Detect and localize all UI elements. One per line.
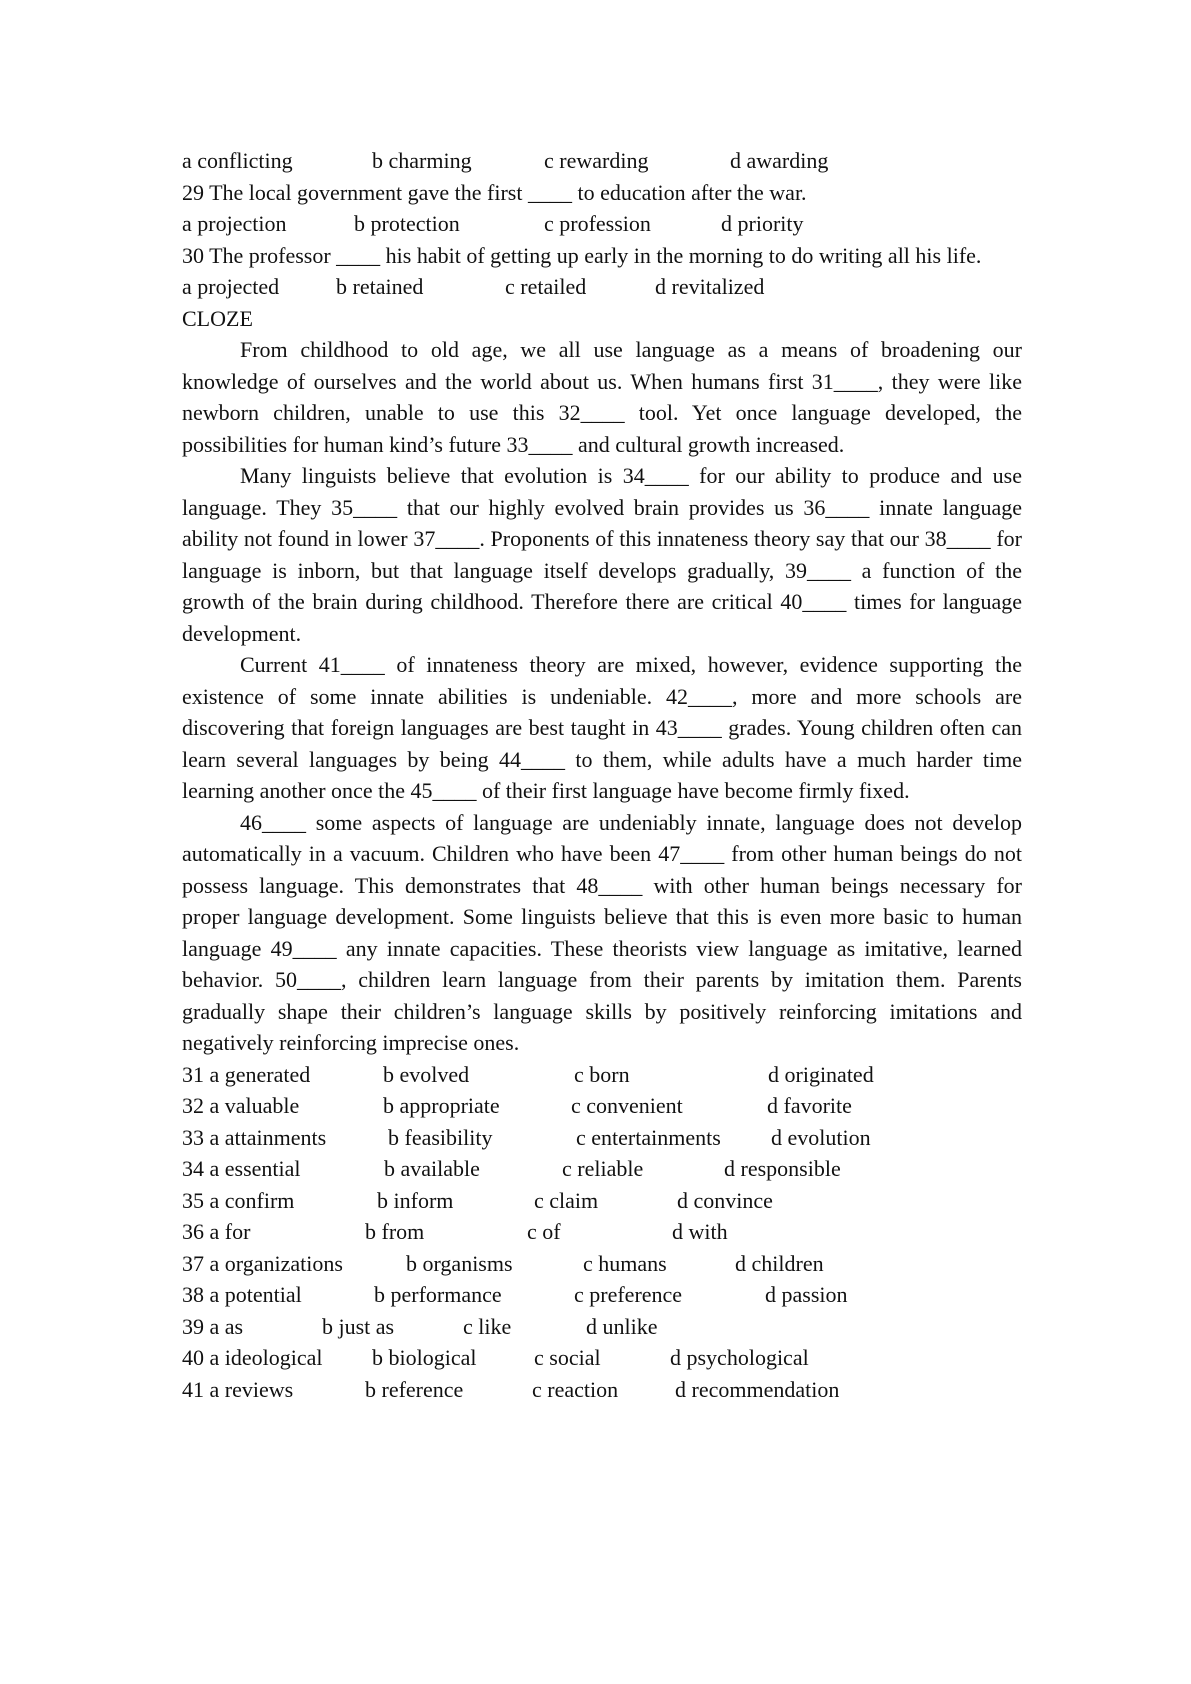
answer-39-option-b: b just as (322, 1313, 395, 1339)
answer-37-option-b: b organisms (406, 1250, 513, 1276)
page-content (182, 145, 1022, 1405)
answer-row-35 (182, 1185, 1022, 1217)
answer-35-option-d: d convince (677, 1187, 773, 1213)
answer-32-option-d: d favorite (767, 1093, 852, 1118)
answer-row-33 (182, 1122, 1022, 1154)
cloze-paragraph-4: 46____ some aspects of language are undeniably innate, language does not develop automatically in a vacuum. Children who have been 47____ from other human beings do not possess language. This demonstrates that 48____ with other human beings necessary for proper language development. Some linguists believe that this is even more basic to human language 49____ any innate capacities. These theorists view language as imitative, learned behavior. 50____, children learn language from their parents by imitation them. Parents gradually shape their children’s language skills by positively reinforcing imitations and negatively reinforcing imprecise ones. (182, 809, 1022, 1055)
cloze-paragraph-1: From childhood to old age, we all use language as a means of broadening our knowledge of ourselves and the world about us. When humans first 31____, they were like newborn children, unable to use this 32____ tool. Yet once language developed, the possibilities for human kind’s future 33____ and cultural growth increased. (182, 337, 1022, 457)
q30-options (182, 271, 1022, 303)
cloze-heading: CLOZE (182, 305, 253, 331)
answer-row-40 (182, 1342, 1022, 1374)
answer-row-41 (182, 1374, 1022, 1406)
answer-39-option-c: c like (463, 1313, 512, 1339)
q29-option-a: a projection (182, 211, 287, 236)
answer-33-option-c: c entertainments (576, 1124, 721, 1150)
answer-34-option-b: b available (384, 1156, 480, 1181)
answer-33-option-d: d evolution (771, 1124, 871, 1150)
answer-33-option-b: b feasibility (388, 1124, 493, 1150)
answer-40-option-d: d psychological (670, 1345, 809, 1370)
cloze-paragraph-3: Current 41____ of innateness theory are mixed, however, evidence supporting the existence of some innate abilities is undeniable. 42____, more and more schools are discovering that foreign languages are best taught in 43____ grades. Young children often can learn several languages by being 44____ to them, while adults have a much harder time learning another once the 45____ of their first language have become firmly fixed. (182, 652, 1022, 803)
answer-36-option-b: b from (365, 1219, 425, 1244)
q29-option-d: d priority (721, 211, 804, 236)
q30-option-c: c retailed (505, 274, 587, 299)
answer-38-option-b: b performance (374, 1282, 502, 1307)
q30-option-d: d revitalized (655, 274, 765, 299)
answer-35-option-a: 35 a confirm (182, 1187, 295, 1213)
answer-41-option-b: b reference (365, 1376, 464, 1402)
answer-32-option-b: b appropriate (383, 1093, 500, 1118)
q28-option-b: b charming (372, 148, 472, 173)
answer-31-option-c: c born (574, 1061, 630, 1087)
answer-34-option-c: c reliable (562, 1156, 644, 1181)
q30-option-b: b retained (336, 274, 424, 299)
answer-37-option-d: d children (735, 1250, 824, 1276)
q30-question: 30 The professor ____ his habit of getting up early in the morning to do writing all his life. (182, 242, 982, 268)
answer-34-option-d: d responsible (724, 1156, 841, 1181)
q29-option-b: b protection (354, 211, 460, 236)
answer-row-38 (182, 1279, 1022, 1311)
answer-38-option-d: d passion (765, 1282, 848, 1307)
q28-options (182, 145, 1022, 177)
answer-33-option-a: 33 a attainments (182, 1124, 327, 1150)
answer-40-option-a: 40 a ideological (182, 1345, 323, 1370)
answer-37-option-c: c humans (583, 1250, 667, 1276)
answer-36-option-c: c of (527, 1219, 561, 1244)
q29-option-c: c profession (544, 211, 651, 236)
q28-option-c: c rewarding (544, 148, 649, 173)
answer-row-32 (182, 1090, 1022, 1122)
answer-32-option-c: c convenient (571, 1093, 683, 1118)
answer-row-39 (182, 1311, 1022, 1343)
answer-40-option-b: b biological (372, 1345, 477, 1370)
answer-39-option-d: d unlike (586, 1313, 658, 1339)
answer-41-option-a: 41 a reviews (182, 1376, 294, 1402)
answer-39-option-a: 39 a as (182, 1313, 244, 1339)
q28-option-a: a conflicting (182, 148, 293, 173)
answer-31-option-d: d originated (768, 1061, 874, 1087)
answer-38-option-a: 38 a potential (182, 1282, 302, 1307)
q29-question: 29 The local government gave the first ____ to education after the war. (182, 179, 807, 205)
answer-34-option-a: 34 a essential (182, 1156, 301, 1181)
answer-row-36 (182, 1216, 1022, 1248)
q29-options (182, 208, 1022, 240)
answer-35-option-b: b inform (377, 1187, 454, 1213)
answer-41-option-c: c reaction (532, 1376, 619, 1402)
q30-option-a: a projected (182, 274, 280, 299)
cloze-paragraph-2: Many linguists believe that evolution is 34____ for our ability to produce and use language. They 35____ that our highly evolved brain provides us 36____ innate language ability not found in lower 37____. Proponents of this innateness theory say that our 38____ for language is inborn, but that language itself develops gradually, 39____ a function of the growth of the brain during childhood. Therefore there are critical 40____ times for language development. (182, 463, 1022, 646)
answer-row-37 (182, 1248, 1022, 1280)
answer-32-option-a: 32 a valuable (182, 1093, 300, 1118)
answer-row-34 (182, 1153, 1022, 1185)
answer-31-option-b: b evolved (383, 1061, 470, 1087)
answer-41-option-d: d recommendation (675, 1376, 840, 1402)
answer-36-option-d: d with (672, 1219, 728, 1244)
answer-row-31 (182, 1059, 1022, 1091)
answer-31-option-a: 31 a generated (182, 1061, 311, 1087)
answer-38-option-c: c preference (574, 1282, 683, 1307)
q28-option-d: d awarding (730, 148, 829, 173)
answer-35-option-c: c claim (534, 1187, 599, 1213)
answer-37-option-a: 37 a organizations (182, 1250, 343, 1276)
answer-40-option-c: c social (534, 1345, 601, 1370)
answer-36-option-a: 36 a for (182, 1219, 251, 1244)
